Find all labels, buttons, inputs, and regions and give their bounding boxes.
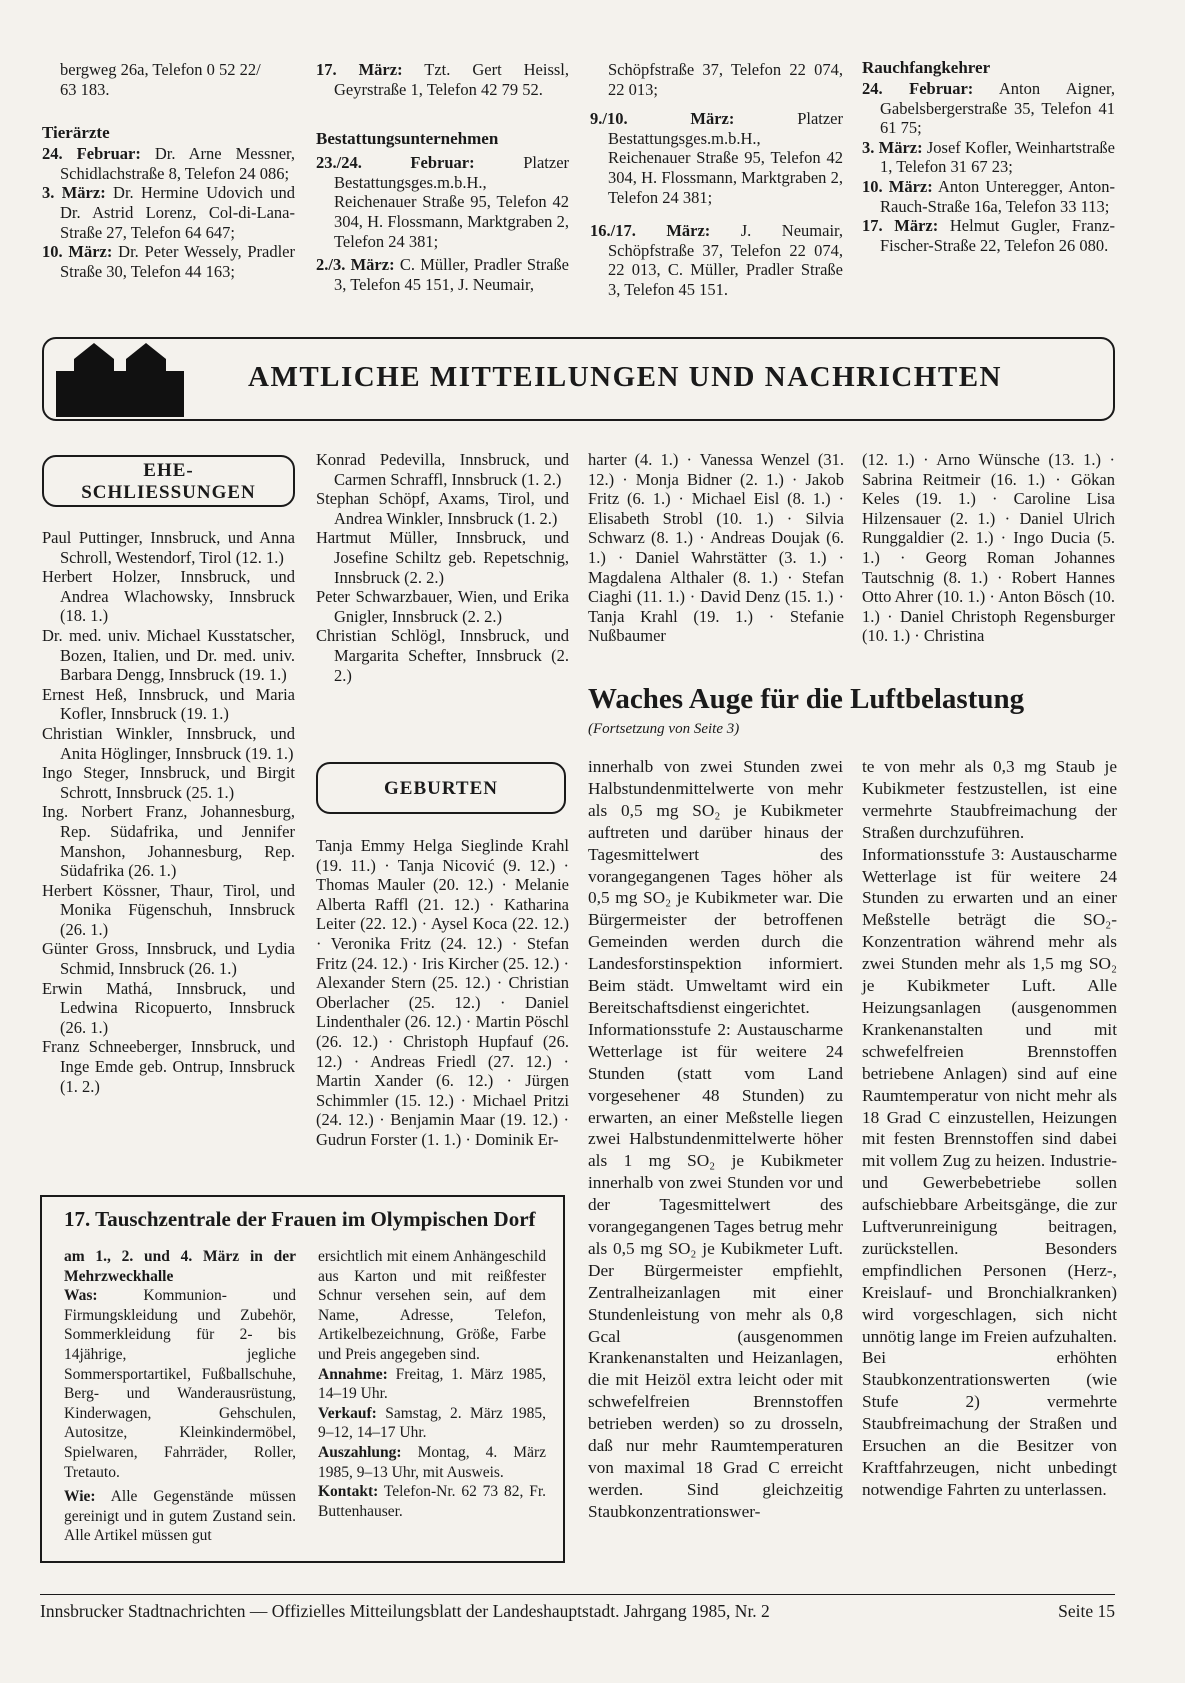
births-column-2: [316, 836, 569, 1150]
list-item: Konrad Pedevilla, Innsbruck, und Carmen Schraffl, Innsbruck (1. 2.): [316, 450, 569, 489]
tauschzentrale-annahme: Annahme: Freitag, 1. März 1985, 14–19 Uhr.: [318, 1365, 546, 1403]
marriages-heading-box: [42, 455, 295, 507]
tauschzentrale-verkauf: Verkauf: Samstag, 2. März 1985, 9–12, 14–17 Uhr.: [318, 1404, 547, 1442]
section-heading-tieraerzte: Tierärzte: [42, 123, 110, 143]
tauschzentrale-title: 17. Tauschzentrale der Frauen im Olympischen Dorf: [64, 1207, 536, 1231]
list-item: 10. März: Anton Unteregger, Anton-Rauch-Straße 16a, Telefon 33 113;: [862, 176, 1116, 216]
marriages-column-2: [316, 450, 569, 685]
banner-title: AMTLICHE MITTEILUNGEN UND NACHRICHTEN: [248, 361, 1002, 393]
top-column-2: [316, 60, 569, 294]
list-item: 3. März: Dr. Hermine Udovich und Dr. Astrid Lorenz, Col-di-Lana-Straße 27, Telefon 64 647;: [42, 183, 295, 242]
list-item: Herbert Holzer, Innsbruck, und Andrea Wlachowsky, Innsbruck (18. 1.): [42, 567, 295, 626]
top-column-4: [862, 58, 1115, 255]
tauschzentrale-was: Was: Kommunion- und Firmungskleidung und Zubehör, Sommerkleidung für 2- bis 14jährige, jegliche Sommersportartikel, Fußballschuhe, Berg- und Wanderausrüstung, Kinderwagen, Gehschulen, Autositze, Kleinkindermöbel, Spielwaren, Fahrräder, Roller, Tretauto.: [64, 1287, 296, 1481]
section-heading-rauchfangkehrer: Rauchfangkehrer: [862, 58, 991, 77]
list-item: Peter Schwarzbauer, Wien, und Erika Gnigler, Innsbruck (2. 2.): [316, 587, 569, 626]
list-item: 17. März: Tzt. Gert Heissl, Geyrstraße 1, Telefon 42 79 52.: [316, 60, 570, 99]
list-item: Christian Schlögl, Innsbruck, und Margarita Schefter, Innsbruck (2. 2.): [316, 626, 569, 685]
list-item: 16./17. März: J. Neumair, Schöpfstraße 37, Telefon 22 074, 22 013, C. Müller, Pradler Straße 3, Telefon 45 151.: [590, 221, 843, 299]
lead-line: bergweg 26a, Telefon 0 52 22/: [60, 60, 261, 79]
article-title: Waches Auge für die Luftbelastung: [588, 683, 1025, 715]
list-item: Ernest Heß, Innsbruck, und Maria Kofler, Innsbruck (19. 1.): [42, 684, 295, 724]
list-item: 2./3. März: C. Müller, Pradler Straße 3, Telefon 45 151, J. Neumair,: [316, 255, 569, 294]
list-item: 3. März: Josef Kofler, Weinhartstraße 1, Telefon 31 67 23;: [862, 137, 1115, 177]
page-number: Seite 15: [1058, 1601, 1115, 1621]
list-item: Dr. med. univ. Michael Kusstatscher, Bozen, Italien, und Dr. med. univ. Barbara Dengg, Innsbruck (19. 1.): [42, 625, 295, 685]
births-column-3: [588, 450, 844, 646]
tauschzentrale-box: [40, 1195, 565, 1563]
footer-publication: Innsbrucker Stadtnachrichten — Offizielles Mitteilungsblatt der Landeshauptstadt. Jahrgang 1985, Nr. 2: [40, 1601, 770, 1621]
list-item: 23./24. Februar: Platzer Bestattungsges.m.b.H., Reichenauer Straße 95, Telefon 42 304, H. Flossmann, Marktgraben 2, Telefon 24 381;: [316, 153, 570, 251]
births-heading-box: [316, 762, 566, 814]
tauschzentrale-auszahlung: Auszahlung: Montag, 4. März 1985, 9–13 Uhr, mit Ausweis.: [318, 1443, 547, 1481]
list-item: Paul Puttinger, Innsbruck, und Anna Schroll, Westendorf, Tirol (12. 1.): [42, 528, 295, 567]
list-item: Herbert Kössner, Thaur, Tirol, und Monika Fügenschuh, Innsbruck (26. 1.): [42, 880, 295, 939]
list-item: Günter Gross, Innsbruck, und Lydia Schmid, Innsbruck (26. 1.): [42, 939, 295, 979]
list-item: 10. März: Dr. Peter Wessely, Pradler Straße 30, Telefon 44 163;: [42, 242, 295, 281]
marriages-column-1: [42, 528, 295, 1096]
page-footer: [40, 1594, 1115, 1622]
list-item: Hartmut Müller, Innsbruck, und Josefine Schiltz geb. Repetschnig, Innsbruck (2. 2.): [316, 528, 569, 587]
tauschzentrale-wie: Wie: Alle Gegenstände müssen gereinigt und in gutem Zustand sein. Alle Artikel müssen gut: [64, 1488, 296, 1545]
article-paragraph: te von mehr als 0,3 mg Staub je Kubikmeter festzustellen, ist eine vermehrte Staubfreimachung der Straßen durchzuführen.: [862, 757, 1117, 842]
list-item: 17. März: Helmut Gugler, Franz-Fischer-Straße 22, Telefon 26 080.: [862, 216, 1115, 255]
top-column-3: [590, 60, 843, 300]
tauschzentrale-column-1: [64, 1247, 296, 1546]
list-item: 9./10. März: Platzer Bestattungsges.m.b.H., Reichenauer Straße 95, Telefon 42 304, H. Flossmann, Marktgraben 2, Telefon 24 381;: [590, 109, 843, 207]
births-text: Tanja Emmy Helga Sieglinde Krahl (19. 11.) · Tanja Nicović (9. 12.) · Thomas Mauler (20. 12.) · Melanie Alberta Raffl (21. 12.) · Katharina Leiter (22. 12.) · Aysel Koca (22. 12.) · Veronika Fritz (24. 12.) · Stefan Fritz (24. 12.) · Iris Kircher (25. 12.) · Alexander Stern (25. 12.) · Christian Oberlacher (25. 12.) · Daniel Lindenthaler (26. 12.) · Martin Pöschl (26. 12.) · Christoph Hupfauf (26. 12.) · Andreas Friedl (27. 12.) · Martin Xander (6. 12.) · Jürgen Schimmler (15. 12.) · Michael Pritzi (24. 12.) · Benjamin Maar (19. 12.) · Gudrun Forster (1. 1.) · Dominik Er-: [316, 836, 569, 1149]
tauschzentrale-column-2: [318, 1247, 546, 1521]
list-item: Franz Schneeberger, Innsbruck, und Inge Emde geb. Ontrup, Innsbruck (1. 2.): [42, 1037, 295, 1096]
top-column-1: [42, 60, 295, 281]
tauschzentrale-details: ersichtlich mit einem Anhängeschild aus Karton und mit reißfester Schnur versehen sein, auf dem Name, Adresse, Telefon, Artikelbezeichnung, Größe, Farbe und Preis angegeben sind.: [318, 1248, 546, 1363]
article-paragraph: Informationsstufe 3: Austauscharme Wetterlage ist für weitere 24 Stunden zu erwarten und an einer Meßstelle beträgt die SO₂-Konzentration während mehr als zwei Stunden mehr als 1,5 mg SO₂ je Kubikmeter Luft. Alle Heizungsanlagen (ausgenommen Krankenanstalten und mit schwefelfreien Brennstoffen betriebene Anlagen) sind auf eine Raumtemperatur von nicht mehr als 18 Grad C einzustellen, Heizungen mit festen Brennstoffen sind dabei mit vollem Zug zu heizen. Industrie- und Gewerbebetriebe sollen aufschiebbare Arbeitsgänge, die zur Luftverunreinigung beitragen, zurückstellen. Besonders empfindlichen Personen (Herz-, Kreislauf- und Bronchialkranken) wird vorgeschlagen, sich nicht unnötig lange im Freien aufzuhalten. Bei erhöhten Staubkonzentrationswerten (wie Stufe 2) vermehrte Staubfreimachung der Straßen und Ersuchen an die Besitzer von Kraftfahrzeugen, nicht unbedingt notwendige Fahrten zu unterlassen.: [862, 844, 1117, 1499]
births-heading: GEBURTEN: [384, 778, 498, 799]
article-column-1: [588, 756, 843, 1523]
tauschzentrale-kontakt: Kontakt: Telefon-Nr. 62 73 82, Fr. Buttenhauser.: [318, 1483, 546, 1520]
article-paragraph: innerhalb von zwei Stunden zwei Halbstundenmittelwerte von mehr als 0,5 mg SO₂ je Kubikmeter auftreten und darüber hinaus der Tagesmittelwert des vorangegangenen Tages höher als 0,5 mg SO₂ je Kubikmeter war. Die Bürgermeister der betroffenen Gemeinden werden durch die Landesforstinspektion informiert. Beim städt. Umweltamt wird ein Bereitschaftsdienst eingerichtet.: [588, 757, 843, 1017]
article-column-2: [862, 756, 1117, 1501]
houses-logo-icon: [56, 337, 194, 417]
births-text: (12. 1.) · Arno Wünsche (13. 1.) · Sabrina Reitmeir (16. 1.) · Gökan Keles (19. 1.) · Caroline Lisa Hilzensauer (2. 1.) · Daniel Ulrich Runggaldier (2. 1.) · Ingo Ducia (5. 1.) · Georg Roman Johannes Tautschnig (8. 1.) · Robert Hannes Otto Ahrer (10. 1.) · Anton Bösch (10. 1.) · Daniel Christoph Regensburger (10. 1.) · Christina: [862, 450, 1115, 646]
list-item: Erwin Mathá, Innsbruck, und Ledwina Ricopuerto, Innsbruck (26. 1.): [42, 978, 295, 1037]
list-item: Ing. Norbert Franz, Johannesburg, Rep. Südafrika, und Jennifer Manshon, Johannesburg, Rep. Südafrika (26. 1.): [42, 802, 295, 881]
section-banner: [42, 337, 1115, 421]
article-paragraph: Informationsstufe 2: Austauscharme Wetterlage ist für weitere 24 Stunden (statt vom Land vorgesehener 48 Stunden) zu erwarten, an einer Meßstelle liegen zwei Halbstundenmittelwerte höher als 1 mg SO₂ je Kubikmeter innerhalb von zwei Stunden vor und der Tagesmittelwert des vorangegangenen Tages betrug mehr als 0,5 mg SO₂ je Kubikmeter Luft. Der Bürgermeister empfiehlt, Zentralheizanlagen mit einer Stundenleistung von mehr als 0,8 Gcal (ausgenommen Krankenanstalten und Heizanlagen, die mit Heizöl extra leicht oder mit schwefelfreien Brennstoffen betrieben werden) so zu drosseln, daß nur mehr Raumtemperaturen von maximal 18 Grad C erreicht werden. Sind gleichzeitig Staubkonzentrationswer-: [588, 1019, 843, 1521]
section-heading-bestattung: Bestattungsunternehmen: [316, 129, 499, 149]
lead-line: Schöpfstraße 37, Telefon 22 074, 22 013;: [608, 60, 843, 99]
lead-line: 63 183.: [60, 79, 110, 99]
list-item: Christian Winkler, Innsbruck, und Anita Höglinger, Innsbruck (19. 1.): [42, 723, 295, 763]
marriages-heading-line1: EHE-: [143, 460, 194, 481]
list-item: Stephan Schöpf, Axams, Tirol, und Andrea Winkler, Innsbruck (1. 2.): [316, 489, 569, 528]
births-text: harter (4. 1.) · Vanessa Wenzel (31. 12.) · Monja Bidner (2. 1.) · Jakob Fritz (6. 1.) · Michael Eisl (8. 1.) · Elisabeth Strobl (10. 1.) · Silvia Schwarz (8. 1.) · Andreas Doujak (6. 1.) · Daniel Wahrstätter (3. 1.) · Magdalena Althaler (8. 1.) · Stefan Ciaghi (11. 1.) · David Denz (15. 1.) · Tanja Krahl (19. 1.) · Stefanie Nußbaumer: [588, 450, 844, 646]
tauschzentrale-lead: am 1., 2. und 4. März in der Mehrzweckhalle: [64, 1248, 296, 1285]
list-item: 24. Februar: Dr. Arne Messner, Schidlachstraße 8, Telefon 24 086;: [42, 144, 295, 183]
article-subtitle: (Fortsetzung von Seite 3): [588, 721, 740, 737]
marriages-heading-line2: SCHLIESSUNGEN: [81, 482, 256, 503]
births-column-4: [862, 450, 1115, 646]
list-item: Ingo Steger, Innsbruck, und Birgit Schrott, Innsbruck (25. 1.): [42, 763, 295, 802]
list-item: 24. Februar: Anton Aigner, Gabelsbergerstraße 35, Telefon 41 61 75;: [862, 79, 1115, 138]
